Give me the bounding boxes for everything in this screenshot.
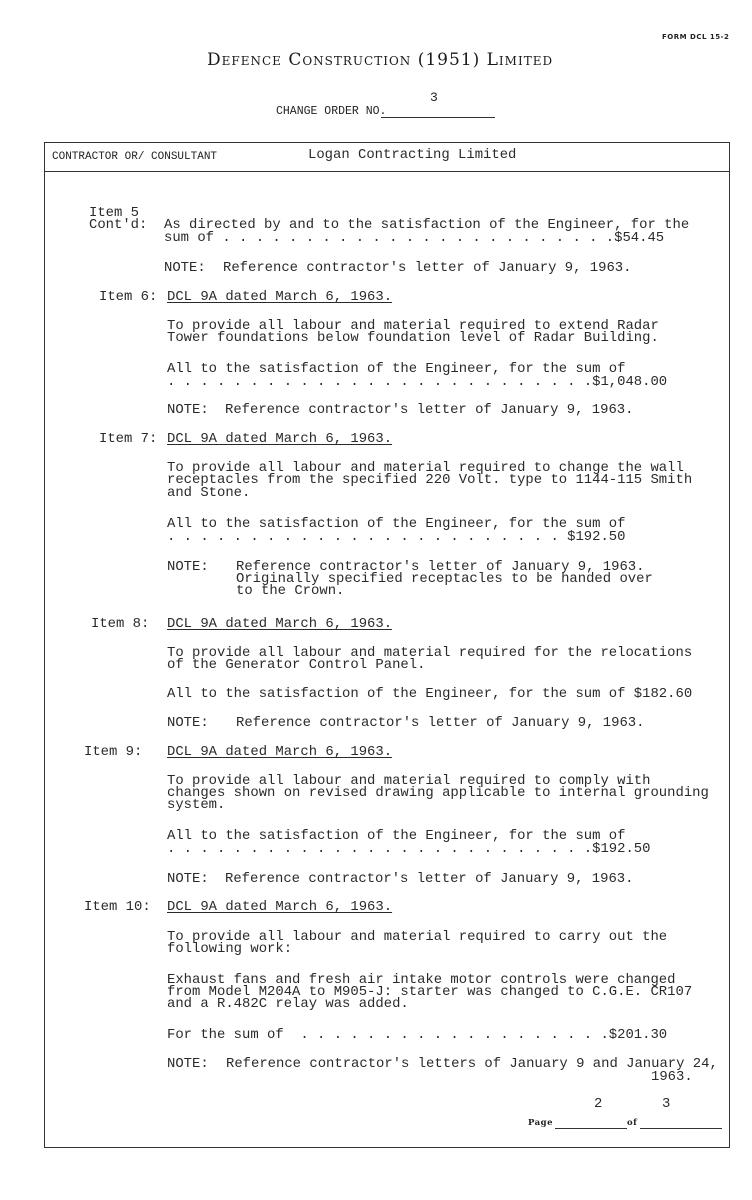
item-label: Item 7:: [99, 431, 158, 447]
note-text: Reference contractor's letter of January 9, 1963.: [236, 559, 645, 575]
page-total: 3: [662, 1096, 671, 1112]
note-label: NOTE:: [167, 715, 209, 731]
item-amount-line: . . . . . . . . . . . . . . . . . . . . . . . . $192.50: [167, 529, 626, 545]
item-description: and Stone.: [167, 485, 251, 501]
note-text: Reference contractor's letter of January 9, 1963.: [236, 715, 645, 731]
note-label: NOTE:: [167, 402, 209, 418]
page-number-line: [555, 1128, 627, 1129]
item-amount-line: . . . . . . . . . . . . . . . . . . . . . . . . . .$1,048.00: [167, 374, 668, 390]
item-label: Item 9:: [84, 744, 143, 760]
item-sum-line: For the sum of . . . . . . . . . . . . . . . . . . .$201.30: [167, 1027, 668, 1043]
page-total-line: [640, 1128, 722, 1129]
note-label: NOTE:: [167, 871, 209, 887]
item-sum-line: sum of . . . . . . . . . . . . . . . . . . . . . . . .$54.45: [164, 230, 665, 246]
item-description: following work:: [167, 941, 293, 957]
work-description: and a R.482C relay was added.: [167, 996, 409, 1012]
item-label: Item 8:: [91, 616, 150, 632]
change-order-underline: [381, 117, 495, 118]
work-description: from Model M204A to M905-J: starter was changed to C.G.E. CR107: [167, 984, 693, 1000]
item-description: To provide all labour and material required to extend Radar: [167, 318, 659, 334]
note-text: to the Crown.: [236, 583, 345, 599]
note-text: Reference contractor's letter of January 9, 1963.: [223, 260, 632, 276]
item-sum-line: All to the satisfaction of the Engineer, for the sum of: [167, 828, 626, 844]
item-description: changes shown on revised drawing applicable to internal grounding: [167, 785, 709, 801]
note-text: Reference contractor's letter of January 9, 1963.: [225, 402, 634, 418]
contractor-label: CONTRACTOR OR/ CONSULTANT: [52, 151, 218, 163]
item-sum-line: All to the satisfaction of the Engineer, for the sum of: [167, 516, 626, 532]
item-reference: DCL 9A dated March 6, 1963.: [167, 744, 393, 760]
contractor-name: Logan Contracting Limited: [308, 147, 517, 163]
item-sum-line: All to the satisfaction of the Engineer, for the sum of: [167, 361, 626, 377]
item-label: Item 10:: [84, 899, 151, 915]
item-label-contd: Cont'd:: [89, 217, 148, 233]
note-text: Reference contractor's letter of January 9, 1963.: [225, 871, 634, 887]
item-reference: DCL 9A dated March 6, 1963.: [167, 431, 393, 447]
item-sum-line: All to the satisfaction of the Engineer, for the sum of $182.60: [167, 686, 693, 702]
page-label: Page: [528, 1118, 554, 1128]
item-reference: DCL 9A dated March 6, 1963.: [167, 616, 393, 632]
item-reference: DCL 9A dated March 6, 1963.: [167, 899, 393, 915]
item-description: To provide all labour and material required to comply with: [167, 773, 651, 789]
note-text: Originally specified receptacles to be handed over: [236, 571, 653, 587]
item-description: receptacles from the specified 220 Volt. type to 1144-115 Smith: [167, 472, 693, 488]
work-description: Exhaust fans and fresh air intake motor controls were changed: [167, 972, 676, 988]
change-order-number: 3: [430, 90, 438, 105]
item-text: As directed by and to the satisfaction of the Engineer, for the: [164, 217, 690, 233]
organization-title: Defence Construction (1951) Limited: [207, 50, 554, 70]
note-label: NOTE:: [164, 260, 206, 276]
item-description: of the Generator Control Panel.: [167, 657, 426, 673]
form-number: FORM DCL 15-2: [662, 33, 730, 41]
item-description: Tower foundations below foundation level of Radar Building.: [167, 330, 659, 346]
item-description: To provide all labour and material required for the relocations: [167, 645, 693, 661]
item-description: To provide all labour and material required to change the wall: [167, 460, 684, 476]
change-order-label: CHANGE ORDER NO.: [276, 105, 387, 118]
item-label: Item 5: [89, 205, 140, 221]
note-text: Reference contractor's letters of January 9 and January 24,: [226, 1056, 718, 1072]
note-label: NOTE:: [167, 1056, 209, 1072]
page-number: 2: [594, 1096, 603, 1112]
item-description: To provide all labour and material required to carry out the: [167, 929, 668, 945]
item-amount-line: . . . . . . . . . . . . . . . . . . . . . . . . . .$192.50: [167, 841, 651, 857]
note-text: 1963.: [651, 1069, 693, 1085]
of-label: of: [627, 1118, 638, 1128]
note-label: NOTE:: [167, 559, 209, 575]
item-label: Item 6:: [99, 289, 158, 305]
item-reference: DCL 9A dated March 6, 1963.: [167, 289, 393, 305]
item-description: system.: [167, 797, 226, 813]
